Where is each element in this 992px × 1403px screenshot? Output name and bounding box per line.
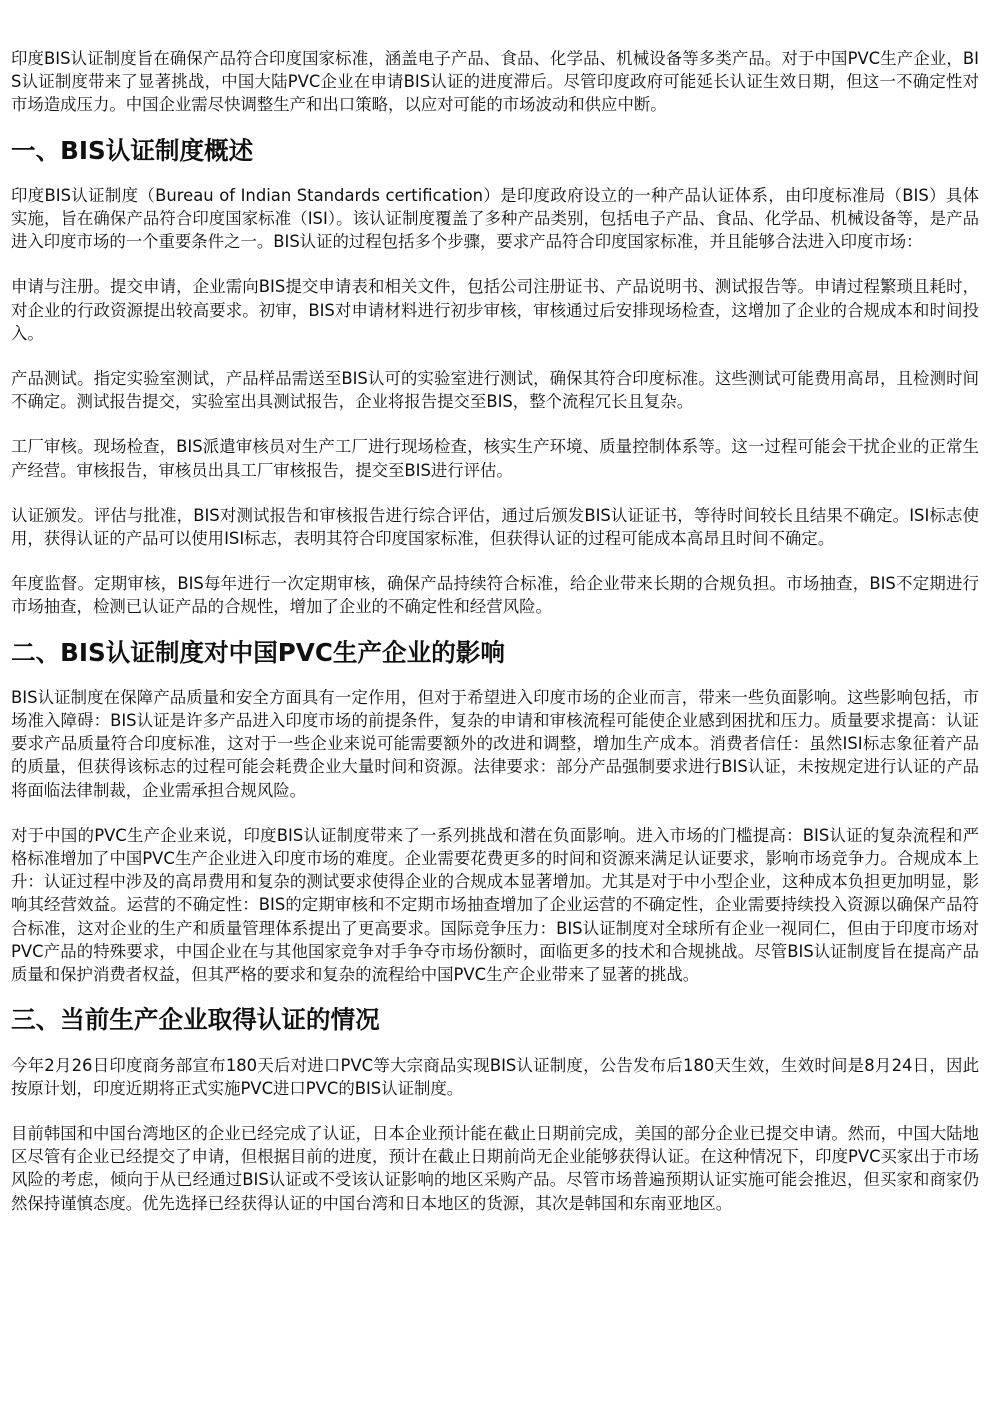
section-heading-2: 二、BIS认证制度对中国PVC生产企业的影响 [11,637,505,667]
paragraph: 对于中国的PVC生产企业来说，印度BIS认证制度带来了一系列挑战和潜在负面影响。进入市场的门槛提高：BIS认证的复杂流程和严格标准增加了中国PVC生产企业进入印度市场的难度。企业需要花费更多的时间和资源来满足认证要求，影响市场竞争力。合规成本上升：认证过程中涉及的高昂费用和复杂的测试要求使得企业的合规成本显著增加。尤其是对于中小型企业，这种成本负担更加明显，影响其经营效益。运营的不确定性：BIS的定期审核和不定期市场抽查增加了企业运营的不确定性，企业需要持续投入资源以确保产品符合标准，这对企业的生产和质量管理体系提出了更高要求。国际竞争压力：BIS认证制度对全球所有企业一视同仁，但由于印度市场对PVC产品的特殊要求，中国企业在与其他国家竞争对手争夺市场份额时，面临更多的技术和合规挑战。尽管BIS认证制度旨在提高产品质量和保护消费者权益，但其严格的要求和复杂的流程给中国PVC生产企业带来了显著的挑战。 [11,825,979,985]
section-heading-1: 一、BIS认证制度概述 [11,135,254,165]
paragraph: 今年2月26日印度商务部宣布180天后对进口PVC等大宗商品实现BIS认证制度，公告发布后180天生效，生效时间是8月24日，因此按原计划，印度近期将正式实施PVC进口PVC的BIS认证制度。 [11,1055,979,1098]
paragraph: 印度BIS认证制度（Bureau of Indian Standards certification）是印度政府设立的一种产品认证体系，由印度标准局（BIS）具体实施，旨在确保产品符合印度国家标准（ISI）。该认证制度覆盖了多种产品类别，包括电子产品、食品、化学品、机械设备等，是产品进入印度市场的一个重要条件之一。BIS认证的过程包括多个步骤，要求产品符合印度国家标准，并且能够合法进入印度市场： [11,185,979,252]
intro-paragraph: 印度BIS认证制度旨在确保产品符合印度国家标准，涵盖电子产品、食品、化学品、机械设备等多类产品。对于中国PVC生产企业，BIS认证制度带来了显著挑战，中国大陆PVC企业在申请BIS认证的进度滞后。尽管印度政府可能延长认证生效日期，但这一不确定性对市场造成压力。中国企业需尽快调整生产和出口策略，以应对可能的市场波动和供应中断。 [11,49,979,115]
paragraph: 工厂审核。现场检查，BIS派遣审核员对生产工厂进行现场检查，核实生产环境、质量控制体系等。这一过程可能会干扰企业的正常生产经营。审核报告，审核员出具工厂审核报告，提交至BIS进行评估。 [11,437,979,480]
paragraph: 年度监督。定期审核，BIS每年进行一次定期审核，确保产品持续符合标准，给企业带来长期的合规负担。市场抽查，BIS不定期进行市场抽查，检测已认证产品的合规性，增加了企业的不确定性和经营风险。 [11,574,979,617]
paragraph: 认证颁发。评估与批准，BIS对测试报告和审核报告进行综合评估，通过后颁发BIS认证证书，等待时间较长且结果不确定。ISI标志使用，获得认证的产品可以使用ISI标志，表明其符合印度国家标准，但获得认证的过程可能成本高昂且时间不确定。 [11,505,979,549]
paragraph: 产品测试。指定实验室测试，产品样品需送至BIS认可的实验室进行测试，确保其符合印度标准。这些测试可能费用高昂，且检测时间不确定。测试报告提交，实验室出具测试报告，企业将报告提交至BIS，整个流程冗长且复杂。 [11,369,979,412]
paragraph: BIS认证制度在保障产品质量和安全方面具有一定作用，但对于希望进入印度市场的企业而言，带来一些负面影响。这些影响包括，市场准入障碍：BIS认证是许多产品进入印度市场的前提条件，复杂的申请和审核流程可能使企业感到困扰和压力。质量要求提高：认证要求产品质量符合印度标准，这对于一些企业来说可能需要额外的改进和调整，增加生产成本。消费者信任：虽然ISI标志象征着产品的质量，但获得该标志的过程可能会耗费企业大量时间和资源。法律要求：部分产品强制要求进行BIS认证，未按规定进行认证的产品将面临法律制裁，企业需承担合规风险。 [11,687,979,800]
section-heading-3: 三、当前生产企业取得认证的情况 [11,1005,380,1035]
paragraph: 申请与注册。提交申请，企业需向BIS提交申请表和相关文件，包括公司注册证书、产品说明书、测试报告等。申请过程繁琐且耗时，对企业的行政资源提出较高要求。初审，BIS对申请材料进行初步审核，审核通过后安排现场检查，这增加了企业的合规成本和时间投入。 [11,277,979,343]
document-body [11,47,979,1237]
paragraph: 目前韩国和中国台湾地区的企业已经完成了认证，日本企业预计能在截止日期前完成，美国的部分企业已提交申请。然而，中国大陆地区尽管有企业已经提交了申请，但根据目前的进度，预计在截止日期前尚无企业能够获得认证。在这种情况下，印度PVC买家出于市场风险的考虑，倾向于从已经通过BIS认证或不受该认证影响的地区采购产品。尽管市场普遍预期认证实施可能会推迟，但买家和商家仍然保持谨慎态度。优先选择已经获得认证的中国台湾和日本地区的货源，其次是韩国和东南亚地区。 [11,1123,979,1213]
